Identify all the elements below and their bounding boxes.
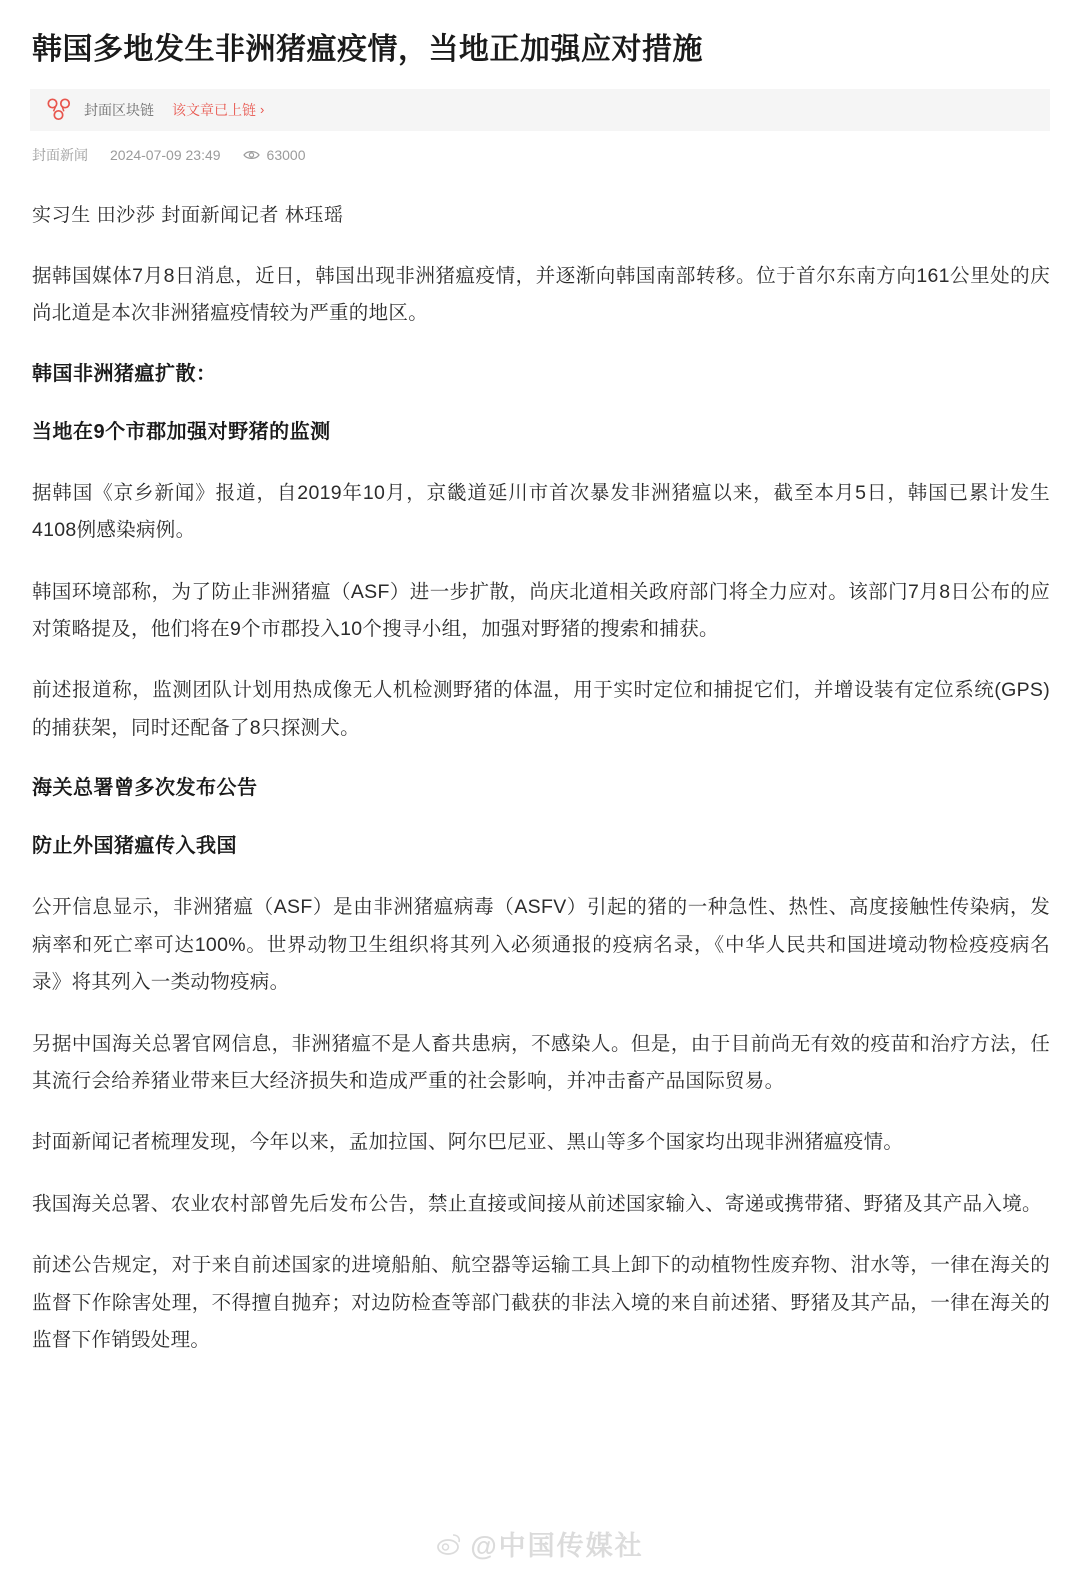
article-meta	[32, 145, 1050, 165]
view-count: 63000	[266, 146, 306, 163]
byline: 实习生 田沙莎 封面新闻记者 林珏瑶	[32, 204, 344, 226]
meta-source: 封面新闻	[32, 146, 88, 163]
blockchain-link[interactable]: 该文章已上链	[172, 101, 256, 118]
article-paragraph: 韩国环境部称，为了防止非洲猪瘟（ASF）进一步扩散，尚庆北道相关政府部门将全力应对。该部门7月8日公布的应对策略提及，他们将在9个市郡投入10个搜寻小组，加强对野猪的搜索和捕获。	[32, 580, 1050, 640]
article-subheading: 海关总署曾多次发布公告	[32, 777, 258, 800]
article-page	[0, 30, 1080, 1581]
blockchain-icon	[44, 97, 84, 123]
article-subheading: 当地在9个市郡加强对野猪的监测	[32, 420, 331, 443]
blockchain-banner[interactable]	[30, 89, 1050, 131]
blockchain-label: 封面区块链	[84, 101, 154, 118]
meta-timestamp: 2024-07-09 23:49	[110, 146, 221, 163]
watermark	[0, 1524, 1080, 1563]
article-paragraph: 封面新闻记者梳理发现，今年以来，孟加拉国、阿尔巴尼亚、黑山等多个国家均出现非洲猪瘟疫情。	[32, 1131, 904, 1154]
page-title: 韩国多地发生非洲猪瘟疫情，当地正加强应对措施	[32, 33, 703, 66]
weibo-icon	[436, 1531, 470, 1557]
meta-views	[243, 147, 306, 163]
article-paragraph: 我国海关总署、农业农村部曾先后发布公告，禁止直接或间接从前述国家输入、寄递或携带猪、野猪及其产品入境。	[32, 1192, 1042, 1215]
article-paragraph: 据韩国《京乡新闻》报道，自2019年10月，京畿道延川市首次暴发非洲猪瘟以来，截至本月5日，韩国已累计发生4108例感染病例。	[32, 481, 1050, 542]
watermark-text: @中国传媒社	[470, 1531, 644, 1561]
article-paragraph: 公开信息显示，非洲猪瘟（ASF）是由非洲猪瘟病毒（ASFV）引起的猪的一种急性、热性、高度接触性传染病，发病率和死亡率可达100%。世界动物卫生组织将其列入必须通报的疫病名录，《中华人民共和国进境动物检疫疫病名录》将其列入一类动物疫病。	[32, 896, 1050, 994]
chevron-right-icon[interactable]: ›	[260, 102, 265, 117]
article-paragraph: 前述报道称，监测团队计划用热成像无人机检测野猪的体温，用于实时定位和捕捉它们，并增设装有定位系统(GPS)的捕获架，同时还配备了8只探测犬。	[32, 679, 1050, 739]
article-paragraph: 前述公告规定，对于来自前述国家的进境船舶、航空器等运输工具上卸下的动植物性废弃物、泔水等，一律在海关的监督下作除害处理，不得擅自抛弃；对边防检查等部门截获的非法入境的来自前述猪、野猪及其产品，一律在海关的监督下作销毁处理。	[32, 1254, 1050, 1352]
article-subheading: 韩国非洲猪瘟扩散：	[32, 362, 217, 385]
eye-icon	[243, 149, 267, 161]
article-paragraph: 另据中国海关总署官网信息，非洲猪瘟不是人畜共患病，不感染人。但是，由于目前尚无有效的疫苗和治疗方法，任其流行会给养猪业带来巨大经济损失和造成严重的社会影响，并冲击畜产品国际贸易。	[32, 1032, 1050, 1092]
article-paragraph: 据韩国媒体7月8日消息，近日，韩国出现非洲猪瘟疫情，并逐渐向韩国南部转移。位于首尔东南方向161公里处的庆尚北道是本次非洲猪瘟疫情较为严重的地区。	[32, 264, 1050, 325]
article-subheading: 防止外国猪瘟传入我国	[32, 835, 237, 858]
